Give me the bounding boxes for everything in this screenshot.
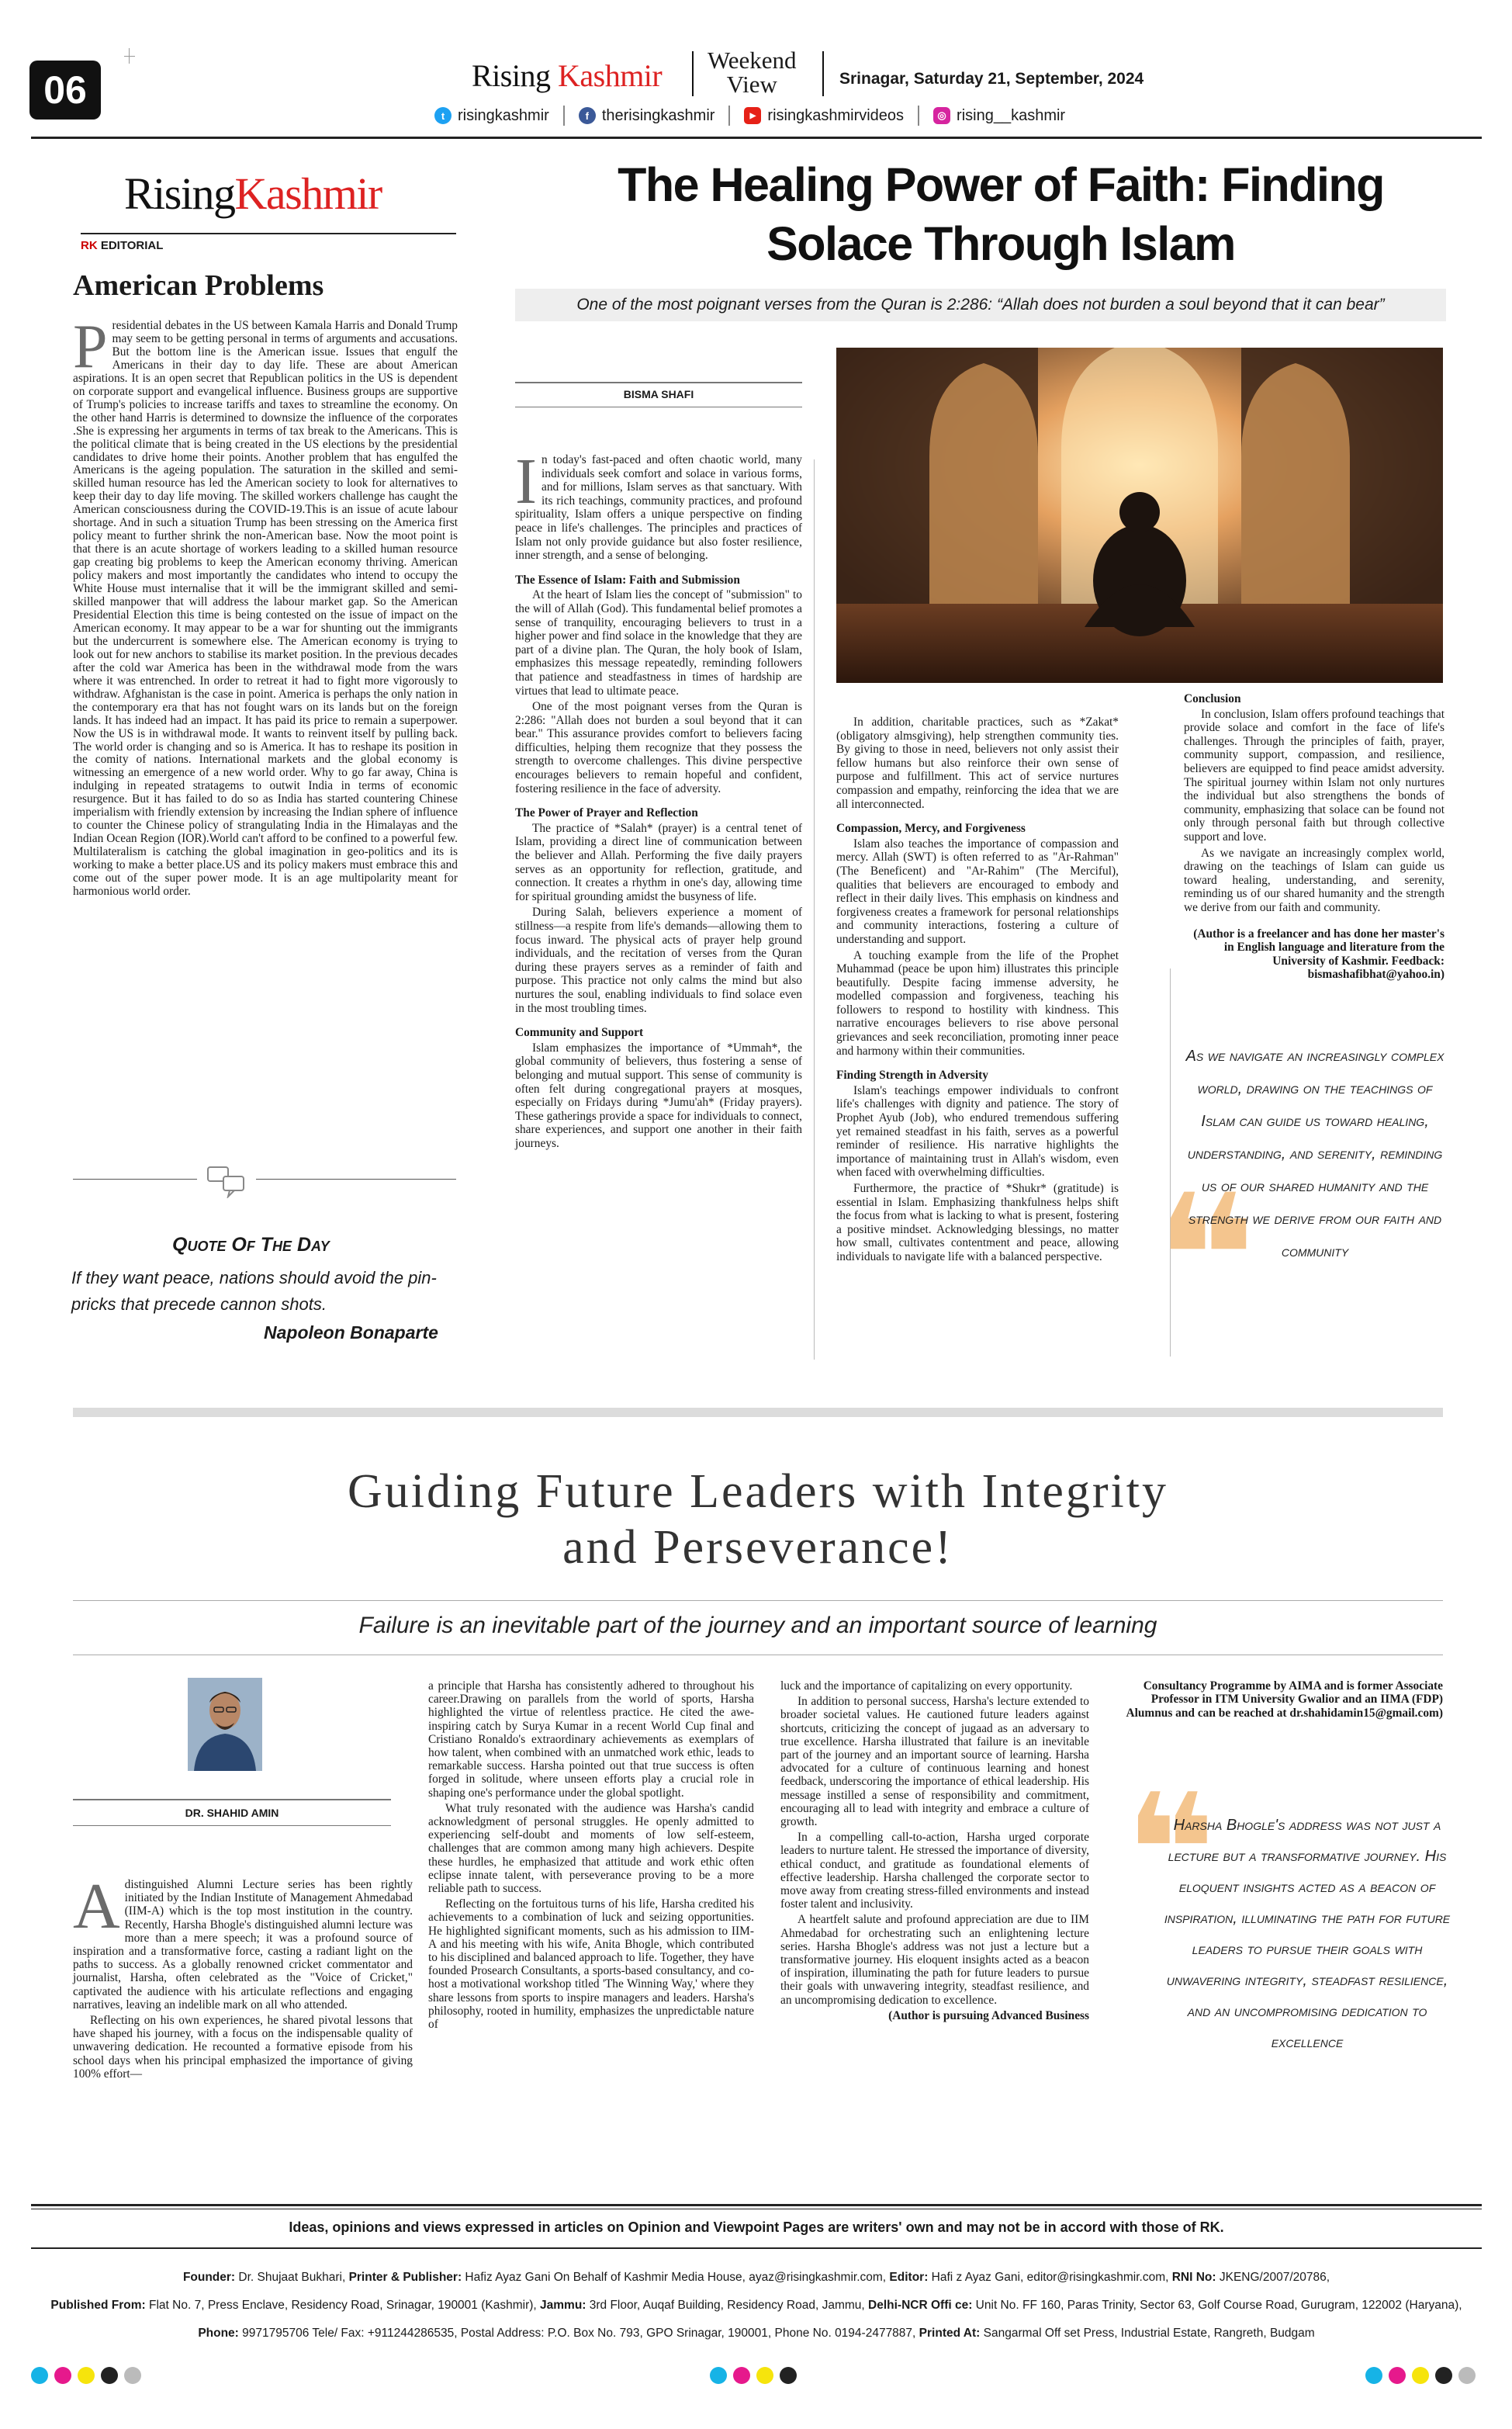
leaders-paragraph: Reflecting on his own experiences, he shared pivotal lessons that have shaped his journey, with a focus on the indispensable quality of unwavering dedication. He recounted a formative episode from his school days when his principal emphasized the importance of giving 100% effort— bbox=[73, 2014, 413, 2081]
social-instagram[interactable] bbox=[933, 107, 1065, 125]
faith-byline: BISMA SHAFI bbox=[623, 388, 694, 400]
faith-paragraph: Furthermore, the practice of *Shukr* (gratitude) is essential in Islam. Emphasizing thankfulness helps shift the focus from what is lacking to what is present, fostering a positive mindset. Acknowledging blessings, no matter how small, cultivates contentment and peace, allowing individuals to navigate life with a balanced perspective. bbox=[836, 1182, 1119, 1263]
reg-marks-left bbox=[31, 2367, 147, 2386]
faith-paragraph: In addition, charitable practices, such as *Zakat* (obligatory almsgiving), help strengthen community ties. By giving to those in need, believers not only assist their fellow humans but also reinforce their own sense of purpose and fulfillment. This act of service nurtures compassion and empathy, reinforcing the idea that we are all interconnected. bbox=[836, 716, 1119, 811]
faith-paragraph: As we navigate an increasingly complex world, drawing on the teachings of Islam can guide us toward healing, understanding, and serenity, reminding us of our shared humanity and the strength we derive from our faith and community. bbox=[1184, 846, 1445, 914]
faith-subhead: Community and Support bbox=[515, 1026, 644, 1040]
leaders-paragraph: What truly resonated with the audience was Harsha's candid acknowledgment of personal struggles. He openly admitted to experiencing self-doubt and moments of low self-esteem, challenges that are common among many high achievers. Despite these hurdles, he emphasized that attitude and work ethic often eclipse innate talent, with perseverance proving to be a more reliable path to success. bbox=[428, 1801, 754, 1896]
footer-imprint-line2: Published From: Flat No. 7, Press Enclave, Residency Road, Srinagar, 190001 (Kashmir), Jammu: 3rd Floor, Auqaf Building, Residency Road, Jammu, Delhi-NCR Offi ce: Unit No. FF 160, Paras Trinity, Sector 63, Golf Course Road, Gurugram, 122002 (Haryana), bbox=[50, 2299, 1462, 2312]
faith-paragraph: At the heart of Islam lies the concept of "submission" to the will of Allah (God). This fundamental belief promotes a sense of tranquility, encouraging believers to trust in a higher power and find solace in the knowledge that they are part of a divine plan. The Quran, the holy book of Islam, emphasizes this message repeatedly, reminding followers that patience and steadfastness in times of hardship are virtues that lead to ultimate peace. bbox=[515, 588, 802, 698]
section-divider bbox=[73, 1408, 1443, 1417]
reg-marks-mid bbox=[710, 2367, 803, 2386]
speech-bubbles-icon bbox=[206, 1164, 250, 1201]
edition-line2: View bbox=[726, 71, 777, 98]
footer-rule bbox=[31, 2247, 1482, 2249]
section-tag-rk: RK bbox=[81, 239, 98, 252]
quote-rule-left bbox=[73, 1179, 197, 1180]
faith-subhead: The Essence of Islam: Faith and Submission bbox=[515, 573, 740, 587]
leaders-headline-line1: Guiding Future Leaders with Integrity bbox=[347, 1465, 1168, 1518]
magenta-swatch-icon bbox=[733, 2367, 750, 2384]
faith-paragraph: During Salah, believers experience a moment of stillness—a respite from life's demands—allowing them to focus inward. The physical acts of prayer help ground individuals, and the recitation of verses from the Quran during these prayers serves as a reminder of faith and purpose. This practice not only calms the mind but also nurtures the soul, enabling individuals to find solace even in the most troubling times. bbox=[515, 906, 802, 1015]
leaders-headline-rule bbox=[73, 1600, 1443, 1601]
faith-paragraph: The practice of *Salah* (prayer) is a central tenet of Islam, providing a direct line of communication between the believer and Allah. Performing the five daily prayers serves as an opportunity for reflection, gratitude, and connection. It creates a rhythm in one's day, allowing time for spiritual grounding amidst the busyness of life. bbox=[515, 821, 802, 903]
editorial-top-rule bbox=[81, 233, 456, 234]
registration-color-bar bbox=[31, 2367, 1482, 2386]
faith-headline: The Healing Power of Faith: Finding Solace Through Islam bbox=[618, 158, 1384, 270]
cyan-swatch-icon bbox=[31, 2367, 48, 2384]
faith-paragraph: One of the most poignant verses from the Quran is 2:286: "Allah does not burden a soul beyond that it can bear." This assurance provides comfort to believers facing difficulties, helping them recognize that they possess the strength to overcome challenges. This divine perspective encourages believers to remain hopeful and confident, fostering resilience in the face of adversity. bbox=[515, 700, 802, 795]
social-youtube[interactable] bbox=[744, 107, 904, 125]
faith-standfirst-text: One of the most poignant verses from the Quran is 2:286: “Allah does not burden a soul beyond that it can bear” bbox=[576, 296, 1385, 314]
masthead bbox=[472, 57, 662, 94]
faith-subhead: Compassion, Mercy, and Forgiveness bbox=[836, 822, 1026, 836]
yellow-swatch-icon bbox=[756, 2367, 773, 2384]
prayer-illustration bbox=[836, 348, 1443, 683]
dateline: Srinagar, Saturday 21, September, 2024 bbox=[839, 70, 1144, 88]
leaders-col-1 bbox=[73, 1870, 413, 2083]
faith-pull-quote: As we navigate an increasingly complex world, drawing on the teachings of Islam can guide us toward healing, understanding, and serenity, reminding us of our shared humanity and the strength we derive from our faith and community bbox=[1185, 1048, 1445, 1260]
leaders-paragraph: (Author is pursuing Advanced Business bbox=[888, 2008, 1089, 2022]
footer-disclaimer: Ideas, opinions and views expressed in articles on Opinion and Viewpoint Pages are writers' own and may not be in accord with those of RK. bbox=[289, 2219, 1224, 2235]
leaders-headline-line2: and Perseverance! bbox=[562, 1521, 953, 1574]
faith-col-3 bbox=[1184, 692, 1445, 984]
edition-label bbox=[708, 48, 797, 96]
quote-heading: Quote Of The Day bbox=[172, 1234, 330, 1256]
faith-col-2 bbox=[836, 716, 1119, 1266]
quote-text: If they want peace, nations should avoid the pin-pricks that precede cannon shots. bbox=[71, 1268, 437, 1314]
editorial-drop-cap: P bbox=[73, 313, 108, 381]
cyan-swatch-icon bbox=[1365, 2367, 1382, 2384]
cyan-swatch-icon bbox=[710, 2367, 727, 2384]
quote-mark-icon: ❝ bbox=[1125, 1761, 1216, 1942]
social-twitter[interactable] bbox=[434, 107, 549, 125]
faith-author-note: (Author is a freelancer and has done her master's in English language and literature from the University of Kashmir. Feedback: bismashafibhat@yahoo.in) bbox=[1193, 927, 1445, 982]
leaders-col-3 bbox=[780, 1679, 1089, 2025]
faith-subhead: Finding Strength in Adversity bbox=[836, 1069, 988, 1083]
leaders-pull-quote: Harsha Bhogle's address was not just a lecture but a transformative journey. His eloquent insights acted as a beacon of inspiration, illuminating the path for future leaders to pursue their goals with unwavering integrity, steadfast resilience, and an uncompromising dedication to excellence bbox=[1164, 1817, 1451, 2051]
editorial-logo bbox=[124, 168, 382, 220]
footer-imprint-line1: Founder: Dr. Shujaat Bukhari, Printer & Publisher: Hafiz Ayaz Gani On Behalf of Kashmir Media House, ayaz@risingkashmir.com, Editor: Hafi z Ayaz Gani, editor@risingkashmir.com, RNI No: JKENG/2007/20786, bbox=[182, 2271, 1330, 2284]
header-rule bbox=[31, 137, 1482, 139]
section-tag-label: EDITORIAL bbox=[97, 239, 164, 252]
faith-paragraph: A touching example from the life of the Prophet Muhammad (peace be upon him) illustrates this principle beautifully. Despite facing immense adversity, he modelled compassion and forgiveness, teaching his followers to respond to hostility with kindness. This narrative encourages believers to rise above personal grievances and seek reconciliation, promoting inner peace and harmony within their communities. bbox=[836, 948, 1119, 1058]
leaders-byline: DR. SHAHID AMIN bbox=[185, 1807, 279, 1819]
faith-paragraph: In conclusion, Islam offers profound teachings that provide solace and comfort in the face of life's challenges. Through the principles of faith, prayer, community support, compassion, and resilience, believers are equipped to find peace amidst adversity. The spiritual journey within Islam not only nurtures the individual but also strengthens the bonds of community, emphasizing that solace can be found not only through personal faith but through collective support and love. bbox=[1184, 707, 1445, 844]
leaders-col-2 bbox=[428, 1679, 754, 2033]
leaders-paragraph: luck and the importance of capitalizing on every opportunity. bbox=[780, 1679, 1073, 1693]
editorial-body bbox=[73, 313, 458, 899]
byline-rule-top bbox=[515, 382, 802, 383]
instagram-icon: ◎ bbox=[933, 107, 950, 124]
separator bbox=[563, 106, 565, 126]
leaders-author-note: Consultancy Programme by AIMA and is former Associate Professor in ITM University Gwalior and an IIMA (FDP) Alumnus and can be reached at dr.shahidamin15@gmail.com) bbox=[1126, 1679, 1443, 1720]
gray-swatch-icon bbox=[1458, 2367, 1476, 2384]
yellow-swatch-icon bbox=[1412, 2367, 1429, 2384]
logo-kashmir: Kashmir bbox=[234, 168, 382, 219]
yellow-swatch-icon bbox=[78, 2367, 95, 2384]
footer-rule bbox=[31, 2204, 1482, 2206]
faith-subhead: Conclusion bbox=[1184, 692, 1241, 705]
faith-standfirst bbox=[515, 289, 1446, 321]
leaders-paragraph: In a compelling call-to-action, Harsha urged corporate leaders to nurture talent. He stressed the importance of diversity, ethical conduct, and gratitude as foundational elements of effective leadership. Harsha challenged the corporate sector to move away from creating stress-filled environments and instead foster talent and inclusivity. bbox=[780, 1831, 1089, 1911]
masthead-rising: Rising bbox=[472, 58, 551, 93]
faith-paragraph: Islam also teaches the importance of compassion and mercy. Allah (SWT) is often referred to as "Ar-Rahman" (The Beneficent) and "Ar-Rahim" (The Merciful), qualities that believers are encouraged to embody and reflect in their daily lives. This emphasis on kindness and forgiveness creates a framework for personal relationships and community interactions, fostering a culture of understanding and support. bbox=[836, 837, 1119, 946]
edition-divider bbox=[692, 51, 694, 96]
editorial-title: American Problems bbox=[73, 269, 324, 302]
footer-imprint-line3: Phone: 9971795706 Tele/ Fax: +911244286535, Postal Address: P.O. Box No. 793, GPO Srinagar, 190001, Phone No. 0194-2477887, Printed At: Sangarmal Off set Press, Industrial Estate, Rangreth, Budgam bbox=[198, 2327, 1315, 2340]
faith-paragraph: Islam's teachings empower individuals to confront life's challenges with dignity and patience. The story of Prophet Ayub (Job), who endured tremendous suffering yet remained steadfast in his faith, serves as a powerful reminder of resilience. His narrative highlights the importance of maintaining trust in Allah's wisdom, even when faced with overwhelming difficulties. bbox=[836, 1083, 1119, 1180]
faith-paragraph: Islam emphasizes the importance of *Ummah*, the global community of believers, thus fostering a sense of belonging and mutual support. This sense of community is often felt during congregational prayers at mosques, especially on Fridays during *Jumu'ah* (Friday prayers). These gatherings provide a space for individuals to connect, share experiences, and support one another in their faith journeys. bbox=[515, 1041, 802, 1150]
social-handle: risingkashmirvideos bbox=[767, 106, 905, 124]
twitter-icon: t bbox=[434, 107, 452, 124]
social-facebook[interactable] bbox=[579, 107, 715, 125]
faith-paragraph: In today's fast-paced and often chaotic world, many individuals seek comfort and solace in various forms, and for millions, Islam serves as that sanctuary. With its rich teachings, community practices, and profound spirituality, Islam offers a unique perspective on finding peace in life's challenges. The principles and practices of Islam not only provide guidance but also foster resilience, inner strength, and a sense of belonging. bbox=[515, 445, 802, 563]
leaders-standfirst: Failure is an inevitable part of the journey and an important source of learning bbox=[358, 1613, 1157, 1638]
black-swatch-icon bbox=[101, 2367, 118, 2384]
social-handle: rising__kashmir bbox=[957, 106, 1066, 124]
editorial-body-text: residential debates in the US between Kamala Harris and Donald Trump may seem to be getting personal in terms of arguments and accusations. But the bottom line is the American issue. Issues that engulf the Americans in their day to day life. These are about American aspirations. It is an open secret that Republican politics in the US is dependent on corporate support and evangelical influence. Business groups are supportive of Trump's policies to increase tariffs and taxes to streamline the economy. On the other hand Harris is determined to downsize the influence of the corporates .She is expressing her arguments in terms of tax break to the Americans. This is the political climate that is being created in the US elections by the presidential candidates to drive home their points. Another problem that has engulfed the Americans is the ageing population. The saturation in the skilled and semi-skilled human resource has led the American society to look for alternatives to keep their day to day life moving. The skilled workers challenge has caught the American consciousness during the COVID-19.This is an issue of acute labour shortage. And in such a situation Trump has been stressing on the America first policy meant to further shrink the non-American base. Now the moot point is that there is an acute shortage of workers leading to a skilled human resource gap creating big problems to keep the American economy thriving. American policy makers and most importantly the candidates who intend to occupy the White House must internalise that it will be the immigrant skilled and semi-skilled manpower that will address the labour market gap. So the American Presidential Election this time is being contested on the issue of impact on the American economy. It may appear to be a war for shunting out the immigrants but the undercurrent is somewhere else. The American economy is trying to look out for new anchors to stabilise its market position. In the previous decades after the cold war America has been in the withdrawal mode from the wars where it was entrenched. In order to retreat it had to fight more vigorously to withdraw. Afghanistan is the case in point. America is perhaps the only nation in the contemporary era that has not fought wars on its lands but on the foreign lands. It has indeed had an impact. It has paid its price to remain a superpower. Now the US is in withdrawal mode. It wants to reinvent itself by pulling back. The world order is changing and so is America. It has to reshape its position in the comity of nations. International markets and the global economy is witnessing an emergence of a new world order. Why to go far away, China is indulging in repeated stratagems to outwit India in terms of economic resurgence. But it has failed to do so as India has started countering Chinese imperialism with friendly extension by increasing the Indian sphere of influence to counter the Chinese policy of strangulating India in the Himalayas and the Indian Ocean Region (IOR).World can't afford to be confined to a powerful few. Multilateralism is catching the global imagination in geo-politics and its is working to make a better place.US and its policy makers must embrace this and come out of the super power mode. It is an age multipolarity meant for harmonious world order. bbox=[73, 319, 458, 898]
facebook-icon: f bbox=[579, 107, 596, 124]
edition-divider bbox=[822, 51, 824, 96]
separator bbox=[728, 106, 730, 126]
section-tag bbox=[81, 239, 163, 252]
byline-rule-bottom bbox=[73, 1825, 391, 1826]
reg-marks-right bbox=[1365, 2367, 1482, 2386]
leaders-paragraph: Adistinguished Alumni Lecture series has been rightly initiated by the Indian Institute of Management Ahmedabad (IIM-A) which is the top most institution in the country. Recently, Harsha Bhogle's distinguished alumni lecture was more than a mere speech; it was a profound source of inspiration and a transformative force, casting a radiant light on the paths to success. As a globally renowned cricket commentator and journalist, Harsha, often celebrated as the "Voice of Cricket," captivated the audience with his articulate reflections and engaging narratives, leaving an indelible mark on all who attended. bbox=[73, 1870, 413, 2011]
page-number: 06 bbox=[43, 68, 87, 112]
magenta-swatch-icon bbox=[1389, 2367, 1406, 2384]
separator bbox=[918, 106, 919, 126]
masthead-kashmir: Kashmir bbox=[557, 58, 663, 93]
quote-mark-icon: ❝ bbox=[1156, 1158, 1257, 1357]
col-rule bbox=[814, 459, 815, 1360]
leaders-drop-cap: A bbox=[73, 1870, 120, 1942]
quote-rule-right bbox=[256, 1179, 456, 1180]
crop-mark bbox=[124, 56, 135, 57]
social-handle: therisingkashmir bbox=[601, 106, 715, 124]
gray-swatch-icon bbox=[124, 2367, 141, 2384]
black-swatch-icon bbox=[780, 2367, 797, 2384]
faith-subhead: The Power of Prayer and Reflection bbox=[515, 806, 698, 820]
logo-rising: Rising bbox=[124, 168, 235, 219]
author-photo bbox=[188, 1678, 262, 1771]
black-swatch-icon bbox=[1435, 2367, 1452, 2384]
leaders-headline bbox=[73, 1464, 1443, 1575]
byline-rule-top bbox=[73, 1799, 391, 1800]
faith-col-1 bbox=[515, 445, 802, 1153]
leaders-paragraph: A heartfelt salute and profound appreciation are due to IIM Ahmedabad for orchestrating such an enlightening lecture series. Harsha Bhogle's address was not just a lecture but a transformative journey. His eloquent insights acted as a beacon of inspiration, illuminating the path for future leaders to pursue their goals with unwavering integrity, steadfast resilience, and an uncompromising dedication to excellence. bbox=[780, 1913, 1089, 2007]
magenta-swatch-icon bbox=[54, 2367, 71, 2384]
leaders-paragraph: In addition to personal success, Harsha's lecture extended to broader societal values. He cautioned future leaders against shortcuts, criticizing the concept of jugaad as an adversary to true excellence. Harsha illustrated that failure is an inevitable part of the journey and an important source of learning. Harsha advocated for a culture of continuous learning and honest feedback, underscoring the importance of ethical leadership. His message instilled a sense of responsibility and commitment, encouraging all to lead with integrity and embrace a culture of growth. bbox=[780, 1695, 1089, 1829]
youtube-icon: ▶ bbox=[744, 107, 761, 124]
edition-line1: Weekend bbox=[708, 47, 797, 74]
quote-author: Napoleon Bonaparte bbox=[264, 1322, 438, 1343]
social-handle: risingkashmir bbox=[458, 106, 549, 124]
faith-drop-cap: I bbox=[515, 445, 537, 518]
social-bar bbox=[434, 106, 1065, 126]
leaders-paragraph: Reflecting on the fortuitous turns of his life, Harsha credited his achievements to a combination of luck and seizing opportunities. He highlighted significant moments, such as his admission to IIM-A and his meeting with his wife, Anita Bhogle, which contributed to his disciplined and balanced approach to life. Together, they have founded Prosearch Consultants, a sports-based consultancy, and co-host a motivational workshop titled 'The Winning Way,' where they share lessons from sports to inspire managers and leaders. Harsha's philosophy, rooted in humility, emphasizes the unpredictable nature of bbox=[428, 1897, 754, 2032]
leaders-paragraph: a principle that Harsha has consistently adhered to throughout his career.Drawing on parallels from the world of sports, Harsha highlighted the virtue of relentless practice. He cited the awe-inspiring catch by Surya Kumar in a recent World Cup final and Cristiano Ronaldo's extraordinary achievements as exemplars of how talent, when combined with an unmatched work ethic, leads to remarkable success. Harsha pointed out that true success is often forged in solitude, where unseen efforts play a crucial role in shaping one's performance under the global spotlight. bbox=[428, 1679, 754, 1800]
page-number-badge bbox=[29, 61, 101, 120]
